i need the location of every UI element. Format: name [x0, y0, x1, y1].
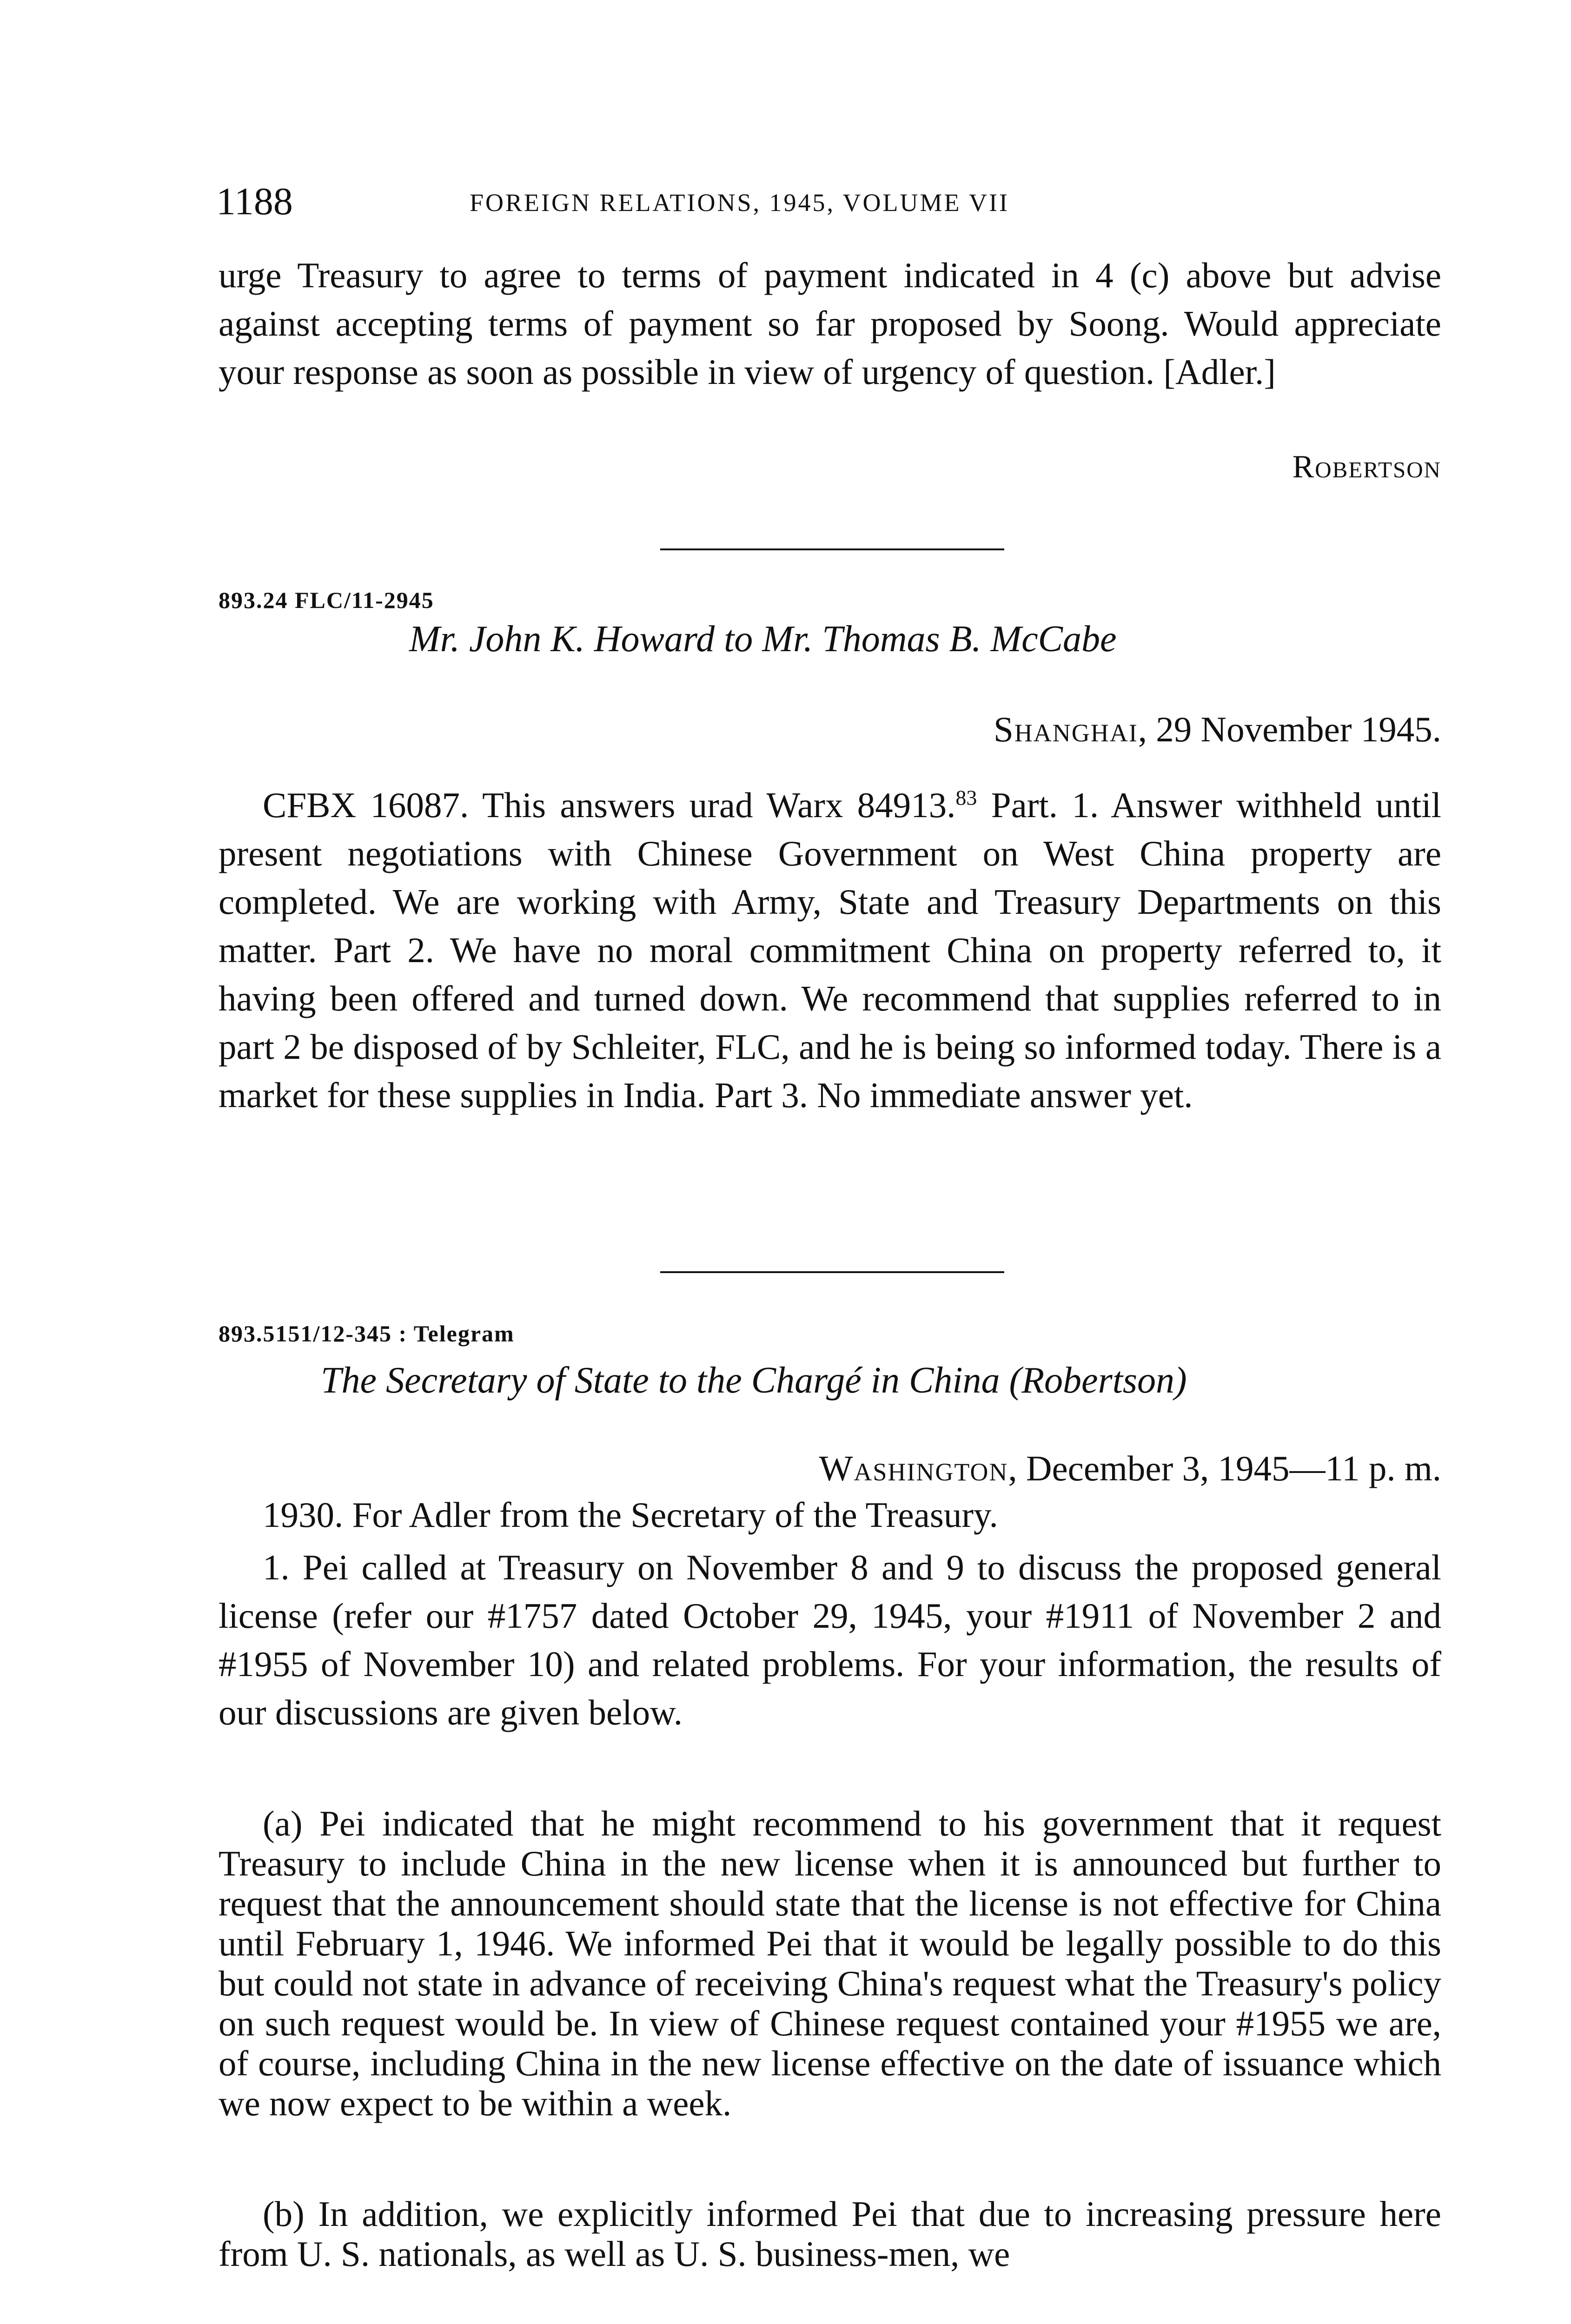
dateline-place: Washington [819, 1448, 1008, 1488]
document-title: The Secretary of State to the Chargé in China (Robertson) [321, 1360, 1187, 1401]
section-divider [660, 548, 1004, 550]
body-text: CFBX 16087. This answers urad Warx 84913. [263, 785, 956, 825]
running-title: FOREIGN RELATIONS, 1945, VOLUME VII [470, 189, 1009, 217]
signature-robertson: Robertson [1292, 449, 1441, 485]
dateline-place: Shanghai [993, 709, 1138, 749]
dateline [994, 709, 1441, 750]
document-title: Mr. John K. Howard to Mr. Thomas B. McCabe [409, 619, 1117, 660]
body-text-continued: Part. 1. Answer withheld until present negotiations with Chinese Government on West China property are completed. We are working with Army, State and Treasury Departments on this matter. Part 2. We have no moral commitment China on property referred to, it having been offered and turned down. We recommend that supplies referred to in part 2 be disposed of by Schleiter, FLC, and he is being so informed today. There is a market for these supplies in India. Part 3. No immediate answer yet. [219, 785, 1441, 1115]
paragraph-b: (b) In addition, we explicitly informed Pei that due to increasing pressure here from U. S. nationals, as well as U. S. business-men, we [219, 2194, 1441, 2274]
dateline-date: , December 3, 1945—11 p. m. [1008, 1448, 1441, 1488]
dateline [819, 1448, 1441, 1489]
file-number: 893.5151/12-345 : Telegram [219, 1320, 515, 1347]
page-number: 1188 [216, 180, 293, 223]
file-number: 893.24 FLC/11-2945 [219, 587, 434, 613]
telegram-number-line: 1930. For Adler from the Secretary of the Treasury. [263, 1495, 998, 1535]
footnote-reference: 83 [955, 786, 977, 810]
continuation-paragraph: urge Treasury to agree to terms of payment indicated in 4 (c) above but advise against accepting terms of payment so far proposed by Soong. Would appreciate your response as soon as possible in view of urgency of question. [Adler.] [219, 255, 1441, 392]
paragraph-a: (a) Pei indicated that he might recommend to his government that it request Treasury to include China in the new license when it is announced but further to request that the announcement should state that the license is not effective for China until February 1, 1946. We informed Pei that it would be legally possible to do this but could not state in advance of receiving China's request what the Treasury's policy on such request would be. In view of Chinese request contained your #1955 we are, of course, including China in the new license effective on the date of issuance which we now expect to be within a week. [219, 1803, 1441, 2123]
message-body [219, 781, 1441, 1119]
paragraph-1: 1. Pei called at Treasury on November 8 and 9 to discuss the proposed general license (refer our #1757 dated October 29, 1945, your #1911 of November 2 and #1955 of November 10) and related problems. For your information, the results of our discussions are given below. [219, 1547, 1441, 1732]
dateline-date: , 29 November 1945. [1138, 709, 1441, 749]
section-divider [660, 1271, 1004, 1273]
